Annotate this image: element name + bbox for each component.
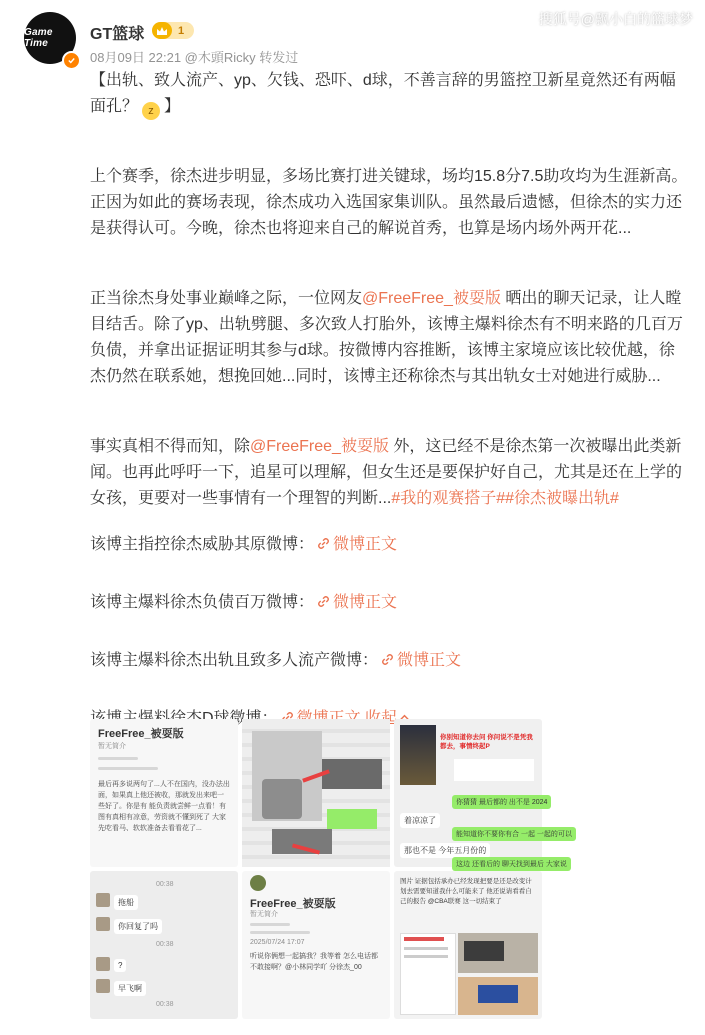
source-line-1 <box>90 532 690 558</box>
watermark: 搜狐号@飘小白的篮球梦 <box>538 11 693 27</box>
source-line-label: 该博主爆料徐杰负债百万微博： <box>90 594 315 611</box>
source-line-2 <box>90 590 690 616</box>
post-content <box>90 68 690 732</box>
paragraph-1-suffix: 】 <box>164 98 181 115</box>
source-line-label: 该博主爆料徐杰出轨且致多人流产微博： <box>90 652 379 669</box>
weibo-link-text: 微博正文 <box>333 536 398 553</box>
link-icon <box>380 652 395 667</box>
weibo-link[interactable] <box>378 652 461 669</box>
weibo-link-text: 微博正文 <box>397 652 462 669</box>
paragraph-1-text: 【出轨、致人流产、yp、欠钱、恐吓、d球，不善言辞的男篮控卫新星竟然还有两幅面孔？ <box>90 72 676 115</box>
link-icon <box>316 536 331 551</box>
post-image-3[interactable] <box>394 719 572 868</box>
weibo-link[interactable] <box>314 536 397 553</box>
post-image-2[interactable] <box>242 719 390 867</box>
paragraph-1 <box>90 68 690 120</box>
weibo-link-text: 微博正文 <box>333 594 398 611</box>
image-post-text: 最后再多说两句了...人不在国内，没办法出面，如果真上他还被收，那就发出来吧一些好了。你是有 能负责就尝鲜一点看！有图有真相有凉意，劳资就不懂到死了 大家先吃看马、软软准备去看看花了... <box>98 781 230 832</box>
paragraph-3-after: 晒出的聊天记录，让人瞠目结舌。除了yp、出轨劈腿、多次致人打胎外，该博主爆料徐杰有不明来路的几百万负债，并拿出证据证明其参与d球。按微博内容推断，该博主家境应该比较优越，徐杰仍然在联系她，想挽回她...同时，该博主还称徐杰与其出轨女士对她进行威胁... <box>90 290 683 385</box>
mention-link[interactable]: @FreeFree_被耍版 <box>250 438 389 455</box>
paragraph-3 <box>90 286 690 390</box>
chat-bubble: 那也不是 今年五月份的 <box>400 843 490 858</box>
image-post-date: 2025/07/24 17:07 <box>250 939 305 946</box>
image-red-text: 你别知道你去问 你问说不是凭我都去，事情终起P <box>440 734 533 750</box>
chat-time: 00:38 <box>156 881 174 888</box>
image-profile-sub: 暂无简介 <box>98 743 126 750</box>
source-line-label: 该博主指控徐杰威胁其原微博： <box>90 536 315 553</box>
chat-bubble: 拖船 <box>114 895 138 910</box>
weibo-link[interactable] <box>314 594 397 611</box>
post-image-4[interactable] <box>90 871 238 1019</box>
chat-time: 00:38 <box>156 941 174 948</box>
post-image-5[interactable] <box>242 871 390 1019</box>
image-post-text: 听说你俩想一起搞我？我等着 怎么电话都不敢接啊？@小林同学吖 分徐杰_00 <box>250 953 378 971</box>
chat-bubble: 早飞啊 <box>114 981 146 996</box>
chat-bubble: ? <box>114 959 126 972</box>
post-image-1[interactable] <box>90 719 238 867</box>
chat-time: 00:38 <box>156 1001 174 1008</box>
avatar-logo-text: Game Time <box>24 27 53 49</box>
sleepy-emoji-icon: z <box>142 102 160 120</box>
chat-bubble: 你猜猜 最后都的 出不是 2024 <box>452 795 551 809</box>
crown-icon <box>152 22 172 39</box>
paragraph-3-before: 正当徐杰身处事业巅峰之际，一位网友 <box>90 290 363 307</box>
chat-bubble: 这边 还看后的 聊天找到最后 大家说 <box>452 857 571 871</box>
vip-level-number: 1 <box>178 24 185 37</box>
mention-link[interactable]: @FreeFree_被耍版 <box>362 290 501 307</box>
source-line-3 <box>90 648 690 674</box>
author-name[interactable]: GT篮球 <box>90 26 145 43</box>
post-meta: 08月09日 22:21 @木頭Ricky 转发过 <box>90 50 299 65</box>
image-profile-sub: 暂无简介 <box>250 911 278 918</box>
paragraph-4 <box>90 434 690 512</box>
vip-level-badge[interactable] <box>152 22 194 39</box>
verified-badge-icon <box>62 51 81 70</box>
topic-link-2[interactable]: #徐杰被曝出轨# <box>505 490 619 507</box>
paragraph-4-after: 外，这已经不是徐杰第一次被曝出此类新闻。也再此呼吁一下，追星可以理解，但女生还是要保护好自己，尤其是还在上学的女孩，更要对一些事情有一个理智的判断... <box>90 438 683 507</box>
paragraph-2: 上个赛季，徐杰进步明显，多场比赛打进关键球，场均15.8分7.5助攻均为生涯新高。正因为如此的赛场表现，徐杰成功入选国家集训队。虽然最后遗憾，但徐杰的实力还是获得认可。今晚，徐杰也将迎来自己的解说首秀，也算是场内场外两开花... <box>90 168 688 237</box>
image-profile-name: FreeFree_被耍版 <box>98 728 184 740</box>
image-profile-name: FreeFree_被耍版 <box>250 898 336 910</box>
chat-bubble: 着凉凉了 <box>400 813 440 828</box>
chat-bubble: 能知道你不要你有合 一起 一起的可以 <box>452 827 576 841</box>
paragraph-4-before: 事实真相不得而知，除 <box>90 438 251 455</box>
topic-link-1[interactable]: #我的观赛搭子# <box>391 490 506 507</box>
chat-bubble: 你回复了吗 <box>114 919 162 934</box>
image-post-text: 图片 证据包括承办已经发现把要是还是改变计划去需要知道我什么可能来了 他还说请看看自己的报告 @CBA联赛 这一切结束了 <box>400 878 532 905</box>
link-icon <box>316 594 331 609</box>
post-image-6[interactable] <box>394 871 542 1019</box>
